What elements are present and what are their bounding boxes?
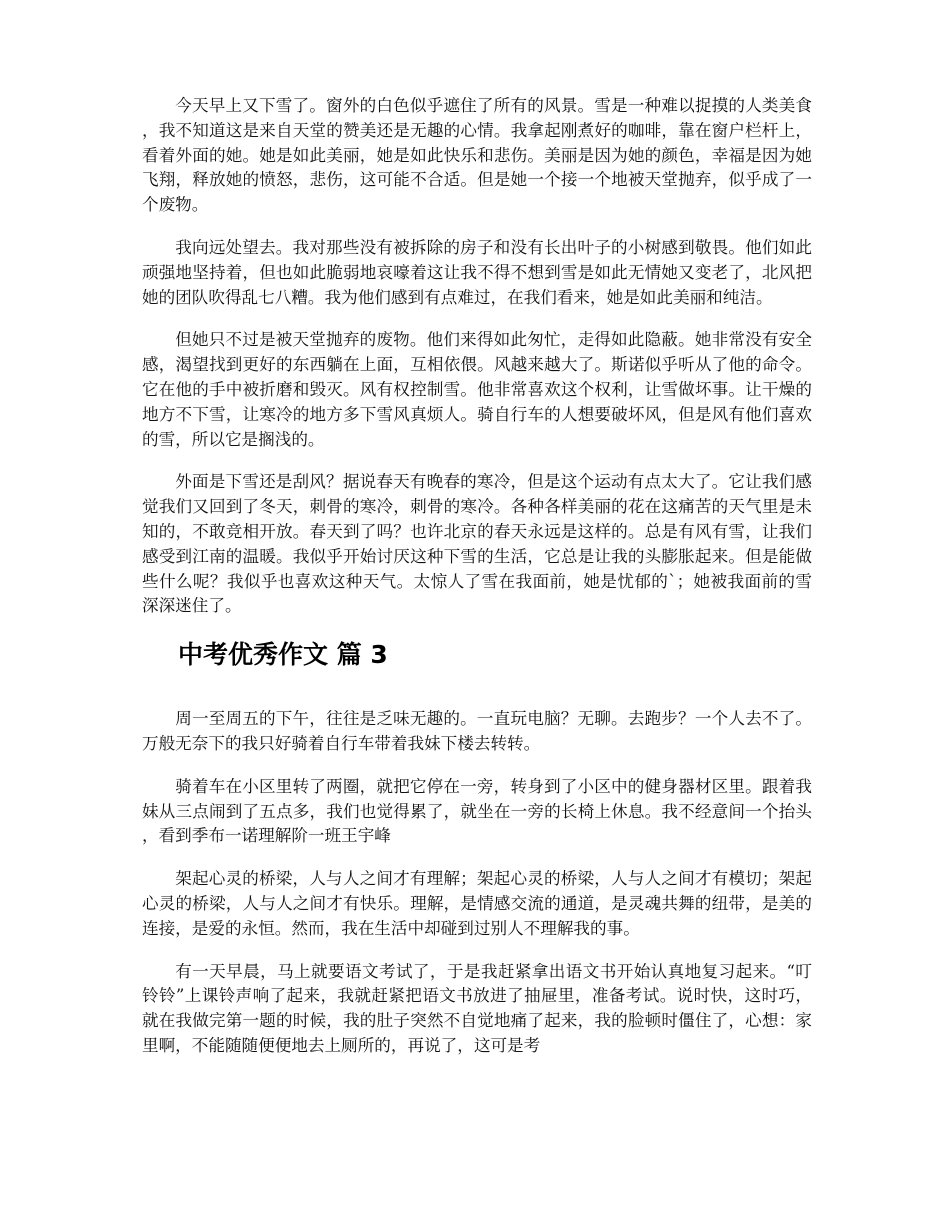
paragraph: 今天早上又下雪了。窗外的白色似乎遮住了所有的风景。雪是一种难以捉摸的人类美食，我不知道这是来自天堂的赞美还是无趣的心情。我拿起刚煮好的咖啡，靠在窗户栏杆上，看着外面的她。她是如此美丽，她是如此快乐和悲伤。美丽是因为她的颜色，幸福是因为她飞翔，释放她的愤怒，悲伤，这可能不合适。但是她一个接一个地被天堂抛弃，似乎成了一个废物。: [142, 96, 812, 215]
paragraph: 我向远处望去。我对那些没有被拆除的房子和没有长出叶子的小树感到敬畏。他们如此顽强地坚持着，但也如此脆弱地哀嚎着这让我不得不想到雪是如此无情她又变老了，北风把她的团队吹得乱七八糟。我为他们感到有点难过，在我们看来，她是如此美丽和纯洁。: [142, 237, 812, 307]
paragraph: 骑着车在小区里转了两圈，就把它停在一旁，转身到了小区中的健身器材区里。跟着我妹从三点闹到了五点多，我们也觉得累了，就坐在一旁的长椅上休息。我不经意间一个抬头，看到季布一诺理解阶一班王宇峰: [142, 776, 812, 846]
document-page: [142, 94, 812, 1059]
paragraph: 架起心灵的桥梁，人与人之间才有理解；架起心灵的桥梁，人与人之间才有模切；架起心灵的桥梁，人与人之间才有快乐。理解，是情感交流的通道，是灵魂共舞的纽带，是美的连接，是爱的永恒。然而，我在生活中却碰到过别人不理解我的事。: [142, 869, 812, 938]
paragraph: 周一至周五的下午，往往是乏味无趣的。一直玩电脑？无聊。去跑步？一个人去不了。万般无奈下的我只好骑着自行车带着我妹下楼去转转。: [142, 709, 812, 753]
paragraph: 外面是下雪还是刮风？据说春天有晚春的寒冷，但是这个运动有点太大了。它让我们感觉我们又回到了冬天，刺骨的寒冷，刺骨的寒冷。各种各样美丽的花在这痛苦的天气里是未知的，不敢竞相开放。春天到了吗？也许北京的春天永远是这样的。总是有风有雪，让我们感受到江南的温暖。我似乎开始讨厌这种下雪的生活，它总是让我的头膨胀起来。但是能做些什么呢？我似乎也喜欢这种天气。太惊人了雪在我面前，她是忧郁的`；她被我面前的雪深深迷住了。: [142, 472, 812, 616]
paragraph: 有一天早晨，马上就要语文考试了，于是我赶紧拿出语文书开始认真地复习起来。“叮铃铃”上课铃声响了起来，我就赶紧把语文书放进了抽屉里，准备考试。说时快，这时巧，就在我做完第一题的时候，我的肚子突然不自觉地痛了起来，我的脸顿时僵住了，心想：家里啊，不能随随便便地去上厕所的，再说了，这可是考: [142, 961, 812, 1055]
section-heading: 中考优秀作文 篇 3: [178, 640, 388, 670]
paragraph: 但她只不过是被天堂抛弃的废物。他们来得如此匆忙，走得如此隐蔽。她非常没有安全感，渴望找到更好的东西躺在上面，互相依偎。风越来越大了。斯诺似乎听从了他的命令。它在他的手中被折磨和毁灭。风有权控制雪。他非常喜欢这个权利，让雪做坏事。让干燥的地方不下雪，让寒冷的地方多下雪风真烦人。骑自行车的人想要破坏风，但是风有他们喜欢的雪，所以它是搁浅的。: [142, 330, 812, 449]
